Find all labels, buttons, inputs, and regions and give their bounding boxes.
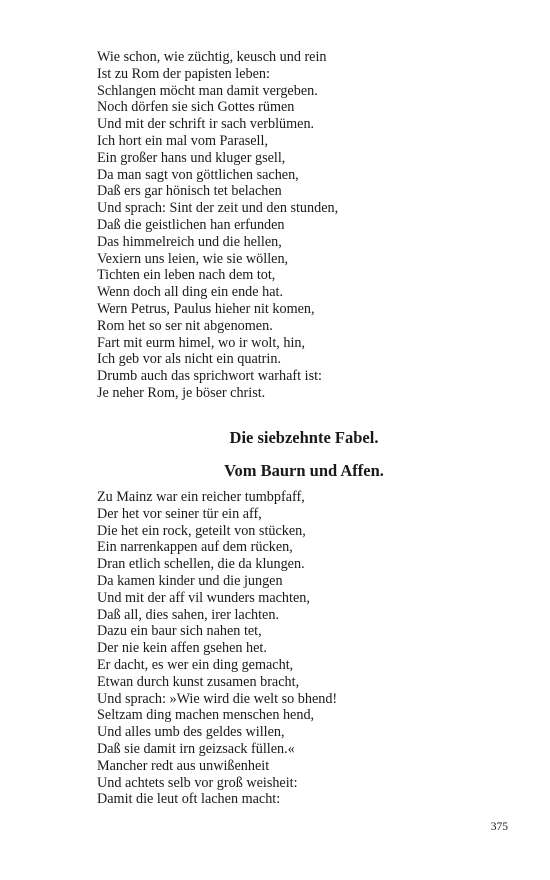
fable-number-heading: Die siebzehnte Fabel. bbox=[229, 428, 379, 447]
verse-line: Wie schon, wie züchtig, keusch und rein bbox=[97, 49, 327, 65]
verse-line: Und mit der schrift ir sach verblümen. bbox=[97, 116, 315, 133]
verse-line: Das himmelreich und die hellen, bbox=[97, 233, 282, 250]
verse-line: Mancher redt aus unwißenheit bbox=[97, 757, 270, 774]
verse-line: Die het ein rock, geteilt von stücken, bbox=[97, 522, 306, 539]
verse-line: Und mit der aff vil wunders machten, bbox=[97, 589, 310, 606]
verse-line: Und sprach: »Wie wird die welt so bhend! bbox=[97, 690, 338, 707]
verse-line: Da man sagt von göttlichen sachen, bbox=[97, 166, 299, 183]
verse-line: Der nie kein affen gsehen het. bbox=[97, 640, 267, 657]
verse-line: Ist zu Rom der papisten leben: bbox=[97, 65, 270, 82]
verse-line: Schlangen möcht man damit vergeben. bbox=[97, 82, 318, 99]
verse-line: Dazu ein baur sich nahen tet, bbox=[97, 623, 262, 640]
verse-line: Ich geb vor als nicht ein quatrin. bbox=[97, 351, 281, 368]
verse-line: Daß all, dies sahen, irer lachten. bbox=[97, 606, 279, 623]
verse-line: Zu Mainz war ein reicher tumbpfaff, bbox=[97, 489, 305, 505]
verse-line: Und alles umb des geldes willen, bbox=[97, 724, 285, 741]
verse-line: Der het vor seiner tür ein aff, bbox=[97, 505, 262, 522]
verse-line: Und sprach: Sint der zeit und den stunden, bbox=[97, 200, 339, 217]
verse-line: Drumb auch das sprichwort warhaft ist: bbox=[97, 368, 322, 385]
page-number: 375 bbox=[490, 821, 508, 833]
poem-stanza-lower bbox=[97, 489, 337, 808]
verse-line: Vexiern uns leien, wie sie wöllen, bbox=[97, 250, 289, 267]
verse-line: Fart mit eurm himel, wo ir wolt, hin, bbox=[97, 334, 306, 351]
verse-line: Und achtets selb vor groß weisheit: bbox=[97, 774, 298, 791]
verse-line: Ein großer hans und kluger gsell, bbox=[97, 149, 286, 166]
verse-line: Ein narrenkappen auf dem rücken, bbox=[97, 539, 293, 556]
verse-line: Daß ers gar hönisch tet belachen bbox=[97, 183, 282, 200]
verse-line: Daß sie damit irn geizsack füllen.« bbox=[97, 740, 295, 757]
verse-line: Wenn doch all ding ein ende hat. bbox=[97, 284, 283, 301]
verse-line: Je neher Rom, je böser christ. bbox=[97, 384, 266, 401]
verse-line: Ich hort ein mal vom Parasell, bbox=[97, 132, 268, 149]
verse-line: Etwan durch kunst zusamen bracht, bbox=[97, 673, 300, 690]
poem-stanza-upper bbox=[97, 49, 338, 402]
verse-line: Tichten ein leben nach dem tot, bbox=[97, 267, 276, 284]
verse-line: Er dacht, es wer ein ding gemacht, bbox=[97, 656, 294, 673]
verse-line: Da kamen kinder und die jungen bbox=[97, 572, 283, 589]
verse-line: Noch dörfen sie sich Gottes rümen bbox=[97, 99, 295, 116]
fable-title-heading: Vom Baurn und Affen. bbox=[224, 461, 384, 480]
verse-line: Daß die geistlichen han erfunden bbox=[97, 216, 285, 233]
verse-line: Rom het so ser nit abgenomen. bbox=[97, 317, 273, 334]
verse-line: Wern Petrus, Paulus hieher nit komen, bbox=[97, 300, 315, 317]
verse-line: Dran etlich schellen, die da klungen. bbox=[97, 556, 305, 573]
verse-line: Seltzam ding machen menschen hend, bbox=[97, 707, 315, 724]
verse-line: Damit die leut oft lachen macht: bbox=[97, 791, 281, 808]
